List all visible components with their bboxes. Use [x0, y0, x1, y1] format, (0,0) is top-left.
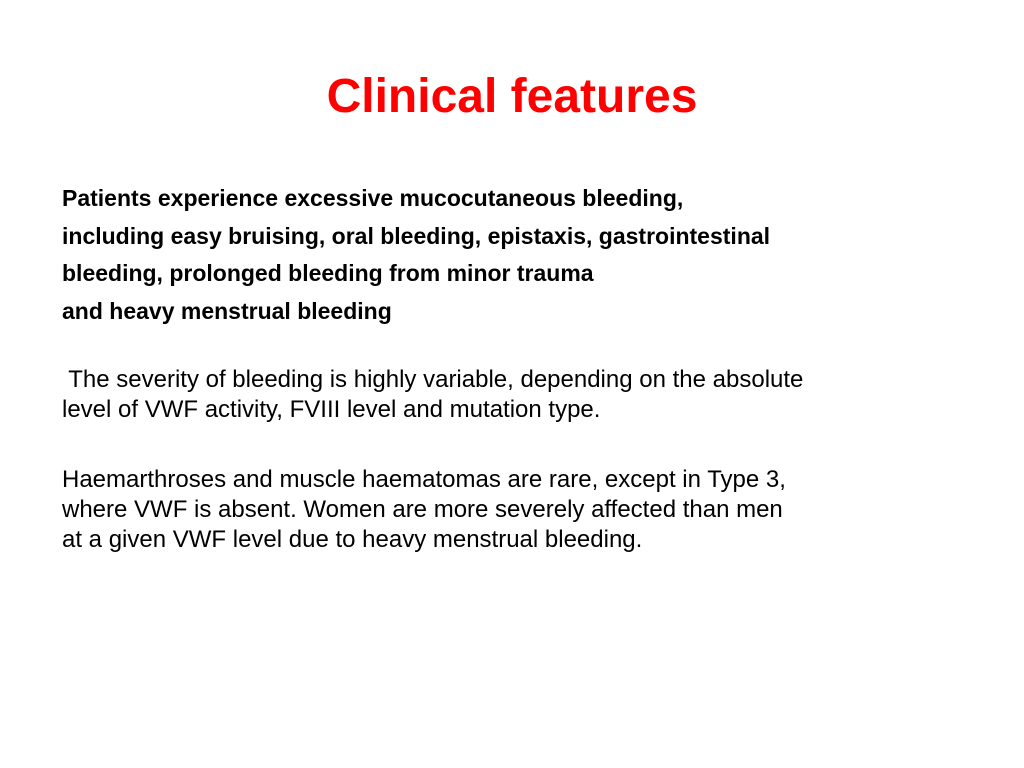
slide-title: Clinical features: [326, 70, 698, 123]
severity-line: The severity of bleeding is highly variable, depending on the absolute: [62, 366, 804, 393]
intro-line: and heavy menstrual bleeding: [62, 297, 392, 324]
slide-body: [62, 180, 962, 555]
haemarthroses-paragraph: [62, 465, 962, 555]
haemarthroses-line: where VWF is absent. Women are more severely affected than men: [62, 496, 783, 523]
haemarthroses-line: at a given VWF level due to heavy menstrual bleeding.: [62, 526, 643, 553]
intro-line: Patients experience excessive mucocutaneous bleeding,: [62, 185, 684, 211]
haemarthroses-line: Haemarthroses and muscle haematomas are rare, except in Type 3,: [62, 466, 786, 493]
severity-line: level of VWF activity, FVIII level and mutation type.: [62, 396, 601, 423]
intro-line: including easy bruising, oral bleeding, epistaxis, gastrointestinal: [62, 222, 771, 249]
intro-line: bleeding, prolonged bleeding from minor trauma: [62, 260, 594, 286]
severity-paragraph: [62, 365, 962, 425]
intro-paragraph: [62, 180, 962, 330]
